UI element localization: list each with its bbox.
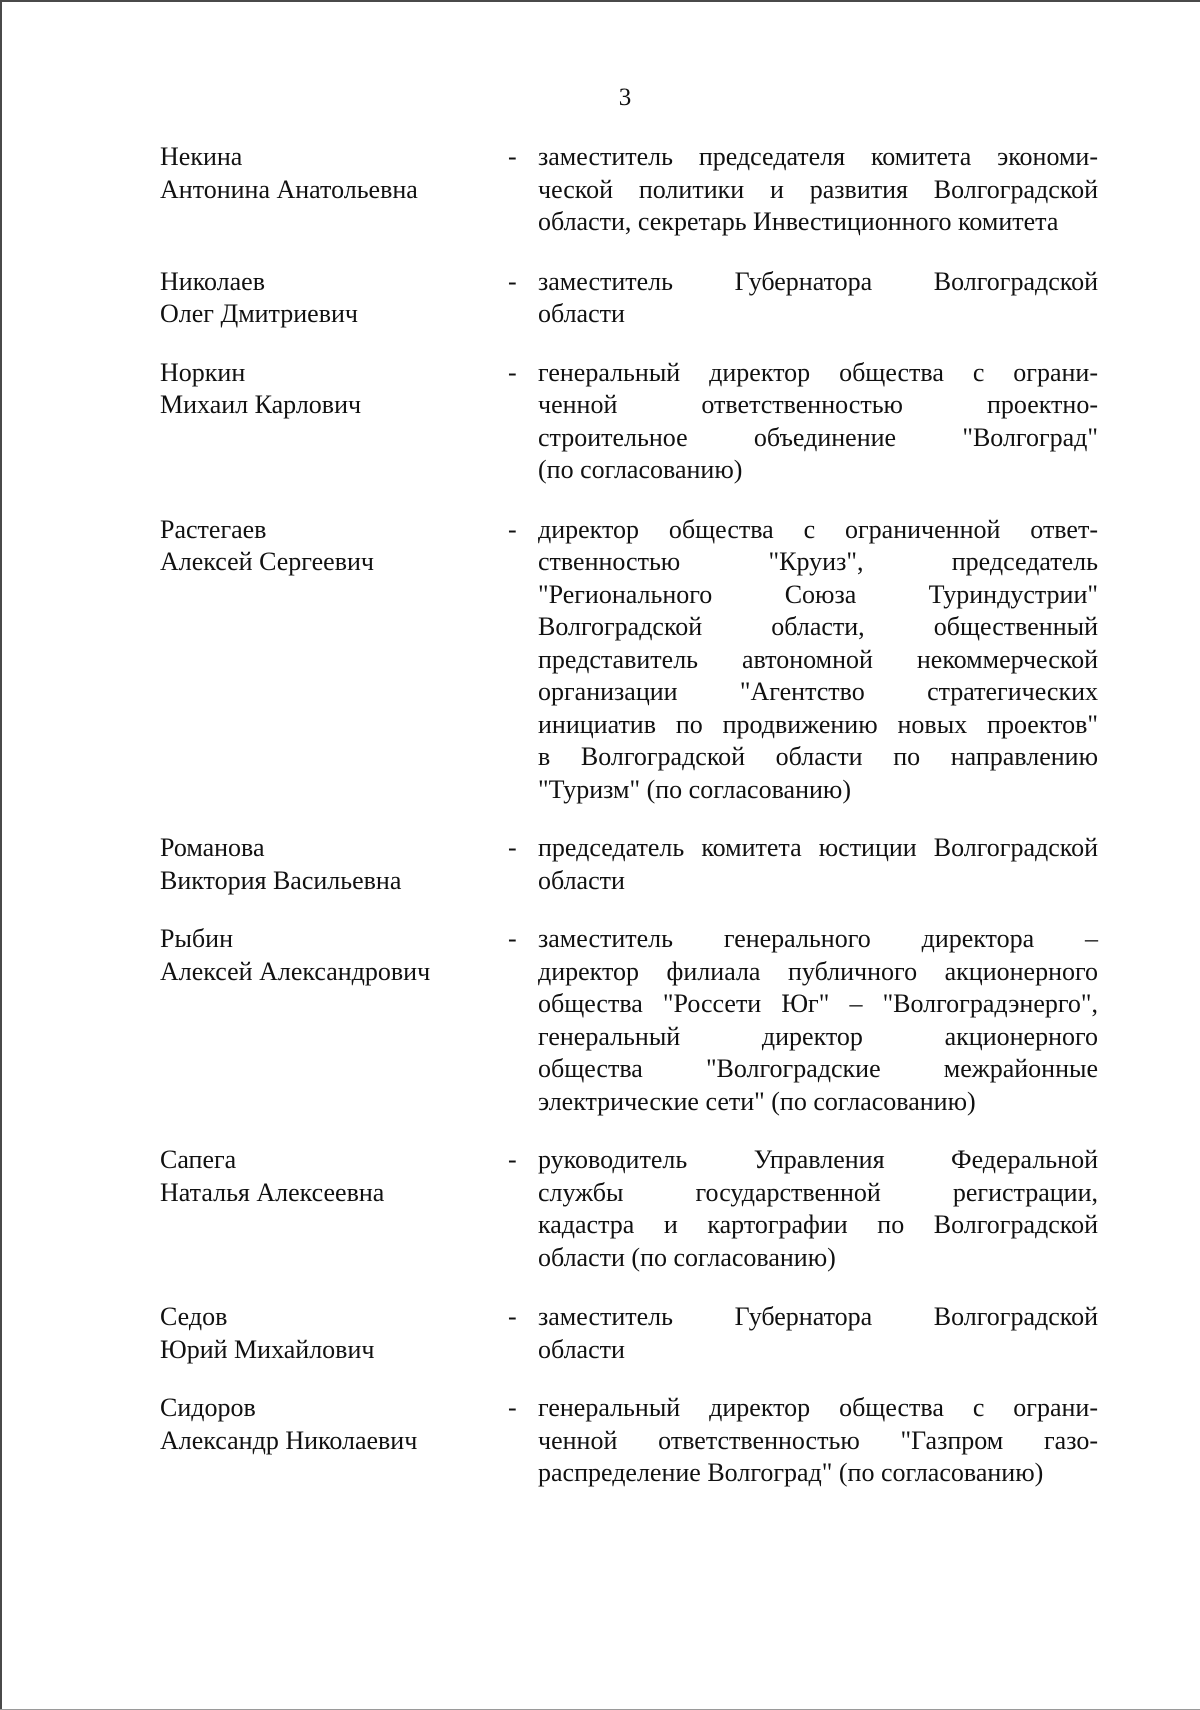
position-line: генеральный директор общества с ограни- <box>538 357 1098 387</box>
member-entry <box>0 832 1200 897</box>
member-surname: Растегаев <box>160 514 267 544</box>
position-line: в Волгоградской области по направлению <box>538 742 1098 771</box>
position-line: ченной ответственностью "Газпром газо- <box>538 1425 1098 1455</box>
member-given-names: Михаил Карлович <box>160 390 362 419</box>
separator-dash: - <box>508 1393 517 1422</box>
position-line: ченной ответственностью проектно- <box>538 390 1098 419</box>
member-surname: Рыбин <box>160 924 233 953</box>
position-line: общества "Россети Юг" – "Волгоградэнерго", <box>538 989 1098 1018</box>
separator-dash: - <box>508 1302 517 1331</box>
page-number: 3 <box>618 84 632 111</box>
member-entry <box>0 514 1200 807</box>
member-name <box>160 923 490 988</box>
member-name <box>160 832 490 897</box>
position-line: ственностью "Круиз", председатель <box>538 547 1098 576</box>
separator-dash: - <box>508 833 517 862</box>
position-line: службы государственной регистрации, <box>538 1177 1098 1207</box>
member-position <box>538 832 1098 897</box>
member-position <box>538 923 1098 1118</box>
position-line: области <box>538 865 625 895</box>
member-entry <box>0 1392 1200 1490</box>
member-position <box>538 357 1098 487</box>
member-given-names: Олег Дмитриевич <box>160 299 358 328</box>
separator-dash: - <box>508 1145 517 1174</box>
position-line: генеральный директор общества с ограни- <box>538 1393 1098 1422</box>
member-entry <box>0 1301 1200 1366</box>
position-line: (по согласованию) <box>538 455 743 484</box>
separator-dash: - <box>508 357 517 387</box>
position-line: генеральный директор акционерного <box>538 1021 1098 1051</box>
separator-dash: - <box>508 266 517 296</box>
position-line: ческой политики и развития Волгоградской <box>538 174 1098 204</box>
member-given-names: Виктория Васильевна <box>160 865 402 895</box>
position-line: директор филиала публичного акционерного <box>538 956 1098 986</box>
position-line: распределение Волгоград" (по согласованию) <box>538 1458 1044 1487</box>
position-line: руководитель Управления Федеральной <box>538 1145 1098 1174</box>
member-name <box>160 514 490 579</box>
position-line: области, секретарь Инвестиционного комитета <box>538 207 1059 236</box>
member-position <box>538 1301 1098 1366</box>
member-position <box>538 1392 1098 1490</box>
member-name <box>160 1301 490 1366</box>
member-position <box>538 514 1098 807</box>
member-surname: Норкин <box>160 357 246 387</box>
member-given-names: Алексей Сергеевич <box>160 547 374 576</box>
position-line: директор общества с ограниченной ответ- <box>538 514 1098 544</box>
scan-edge-top <box>0 0 1200 2</box>
member-position <box>538 141 1098 239</box>
position-line: общества "Волгоградские межрайонные <box>538 1054 1098 1083</box>
member-entry <box>0 357 1200 487</box>
member-list <box>0 141 1200 1490</box>
position-line: области <box>538 299 625 328</box>
member-given-names: Антонина Анатольевна <box>160 174 418 204</box>
position-line: заместитель генерального директора – <box>538 924 1098 953</box>
member-entry <box>0 923 1200 1118</box>
position-line: области (по согласованию) <box>538 1242 836 1272</box>
member-given-names: Алексей Александрович <box>160 956 431 986</box>
position-line: строительное объединение "Волгоград" <box>538 422 1098 452</box>
member-position <box>538 1144 1098 1274</box>
position-line: представитель автономной некоммерческой <box>538 644 1098 674</box>
member-position <box>538 266 1098 331</box>
position-line: заместитель Губернатора Волгоградской <box>538 1302 1098 1331</box>
member-surname: Сидоров <box>160 1393 256 1422</box>
position-line: Волгоградской области, общественный <box>538 612 1098 641</box>
member-given-names: Александр Николаевич <box>160 1425 418 1455</box>
position-line: "Регионального Союза Туриндустрии" <box>538 579 1098 609</box>
member-surname: Седов <box>160 1302 228 1331</box>
member-name <box>160 1392 490 1457</box>
member-entry <box>0 266 1200 331</box>
member-given-names: Юрий Михайлович <box>160 1334 375 1364</box>
member-entry <box>0 141 1200 239</box>
member-name <box>160 357 490 422</box>
separator-dash: - <box>508 142 517 171</box>
position-line: электрические сети" (по согласованию) <box>538 1086 976 1116</box>
separator-dash: - <box>508 924 517 953</box>
member-surname: Сапега <box>160 1145 237 1174</box>
member-surname: Николаев <box>160 266 265 296</box>
position-line: заместитель Губернатора Волгоградской <box>538 266 1098 296</box>
member-surname: Романова <box>160 833 265 862</box>
member-surname: Некина <box>160 142 243 171</box>
position-line: области <box>538 1334 625 1364</box>
member-given-names: Наталья Алексеевна <box>160 1177 385 1207</box>
position-line: кадастра и картографии по Волгоградской <box>538 1210 1098 1239</box>
member-entry <box>0 1144 1200 1274</box>
position-line: "Туризм" (по согласованию) <box>538 774 851 804</box>
separator-dash: - <box>508 514 517 544</box>
member-name <box>160 266 490 331</box>
position-line: организации "Агентство стратегических <box>538 677 1098 706</box>
position-line: заместитель председателя комитета экономи- <box>538 142 1098 171</box>
position-line: председатель комитета юстиции Волгоградской <box>538 833 1098 862</box>
member-name <box>160 1144 490 1209</box>
member-name <box>160 141 490 206</box>
position-line: инициатив по продвижению новых проектов" <box>538 709 1098 739</box>
